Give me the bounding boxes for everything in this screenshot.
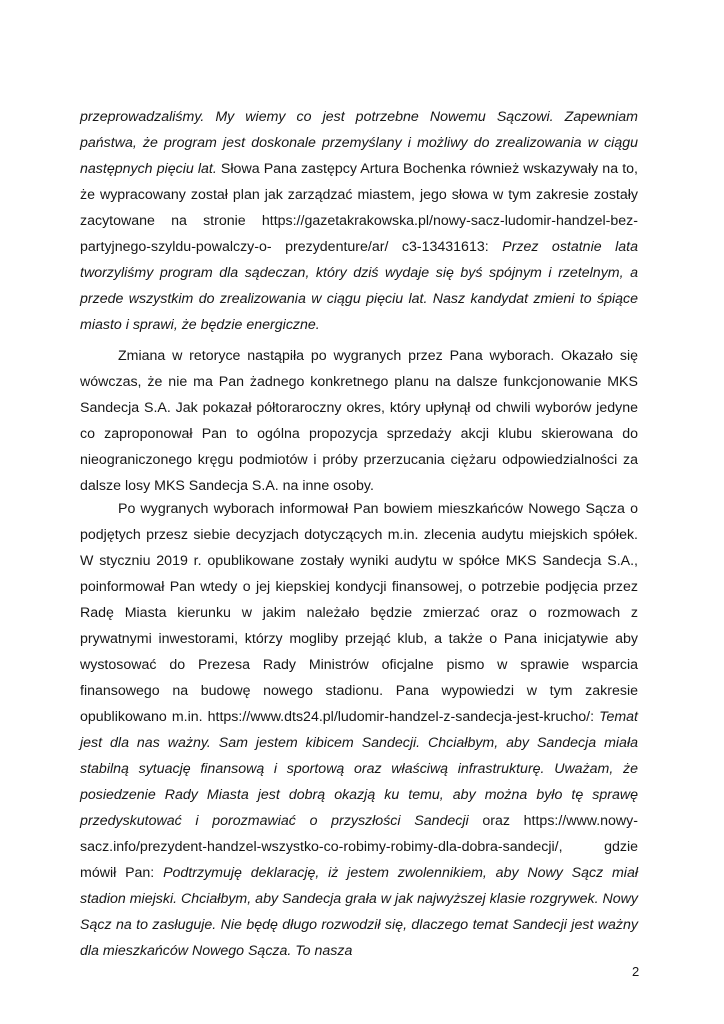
paragraph-3 — [80, 496, 638, 964]
paragraph-3-segment-3: oraz https://www.nowy-sacz.info/prezydent-handzel-wszystko-co-robimy-robimy-dla-dobra-sandecji/, gdzie mówił Pan: — [80, 813, 638, 881]
paragraph-1-segment-1: przeprowadzaliśmy. My wiemy co jest potrzebne Nowemu Sączowi. Zapewniam państwa, że program jest doskonale przemyślany i możliwy do zrealizowania w ciągu następnych pięciu lat. — [80, 109, 638, 177]
page-number: 2 — [632, 964, 640, 979]
paragraph-1-segment-2: Słowa Pana zastępcy Artura Bochenka również wskazywały na to, że wypracowany został plan jak zarządzać miastem, jego słowa w tym zakresie zostały zacytowane na stronie https://gazetakrakowska.pl/nowy-sacz-ludomir-handzel-bez-partyjnego-szyldu-powalczy-o- prezydenture/ar/ c3-13431613: — [80, 161, 638, 255]
paragraph-3-segment-4: Podtrzymuję deklarację, iż jestem zwolennikiem, aby Nowy Sącz miał stadion miejski. Chciałbym, aby Sandecja grała w jak najwyższej klasie rozgrywek. Nowy Sącz na to zasługuje. Nie będę długo rozwodził się, dlaczego temat Sandecji jest ważny dla mieszkańców Nowego Sącza. To nasza — [80, 865, 639, 959]
paragraph-2-segment-1: Zmiana w retoryce nastąpiła po wygranych przez Pana wyborach. Okazało się wówczas, że nie ma Pan żadnego konkretnego planu na dalsze funkcjonowanie MKS Sandecja S.A. Jak pokazał półtoraroczny okres, który upłynął od chwili wyborów jedyne co zaproponował Pan to ogólna propozycja sprzedaży akcji klubu skierowana do nieograniczonego kręgu podmiotów i próby przerzucania ciężaru odpowiedzialności za dalsze losy MKS Sandecja S.A. na inne osoby. — [80, 348, 638, 494]
paragraph-3-segment-2: Temat jest dla nas ważny. Sam jestem kibicem Sandecji. Chciałbym, aby Sandecja miała stabilną sytuację finansową i sportową oraz właściwą infrastrukturę. Uważam, że posiedzenie Rady Miasta jest dobrą okazją ku temu, aby można było tę sprawę przedyskutować i porozmawiać o przyszłości Sandecji — [80, 709, 638, 829]
paragraph-2 — [80, 343, 638, 499]
paragraph-1-segment-3: Przez ostatnie lata tworzyliśmy program dla sądeczan, który dziś wydaje się byś spójnym i rzetelnym, a przede wszystkim do zrealizowania w ciągu pięciu lat. Nasz kandydat zmieni to śpiące miasto i sprawi, że będzie energiczne. — [80, 239, 638, 333]
paragraph-1 — [80, 104, 638, 338]
paragraph-3-segment-1: Po wygranych wyborach informował Pan bowiem mieszkańców Nowego Sącza o podjętych przesz siebie decyzjach dotyczących m.in. zlecenia audytu miejskich spółek. W styczniu 2019 r. opublikowane zostały wyniki audytu w spółce MKS Sandecja S.A., poinformował Pan wtedy o jej kiepskiej kondycji finansowej, o potrzebie podjęcia przez Radę Miasta kierunku w jakim należało będzie zmierzać oraz o rozmowach z prywatnymi inwestorami, którzy mogliby przejąć klub, a także o Pana inicjatywie aby wystosować do Prezesa Rady Ministrów oficjalne pismo w sprawie wsparcia finansowego na budowę nowego stadionu. Pana wypowiedzi w tym zakresie opublikowano m.in. https://www.dts24.pl/ludomir-handzel-z-sandecja-jest-krucho/: — [80, 501, 638, 725]
